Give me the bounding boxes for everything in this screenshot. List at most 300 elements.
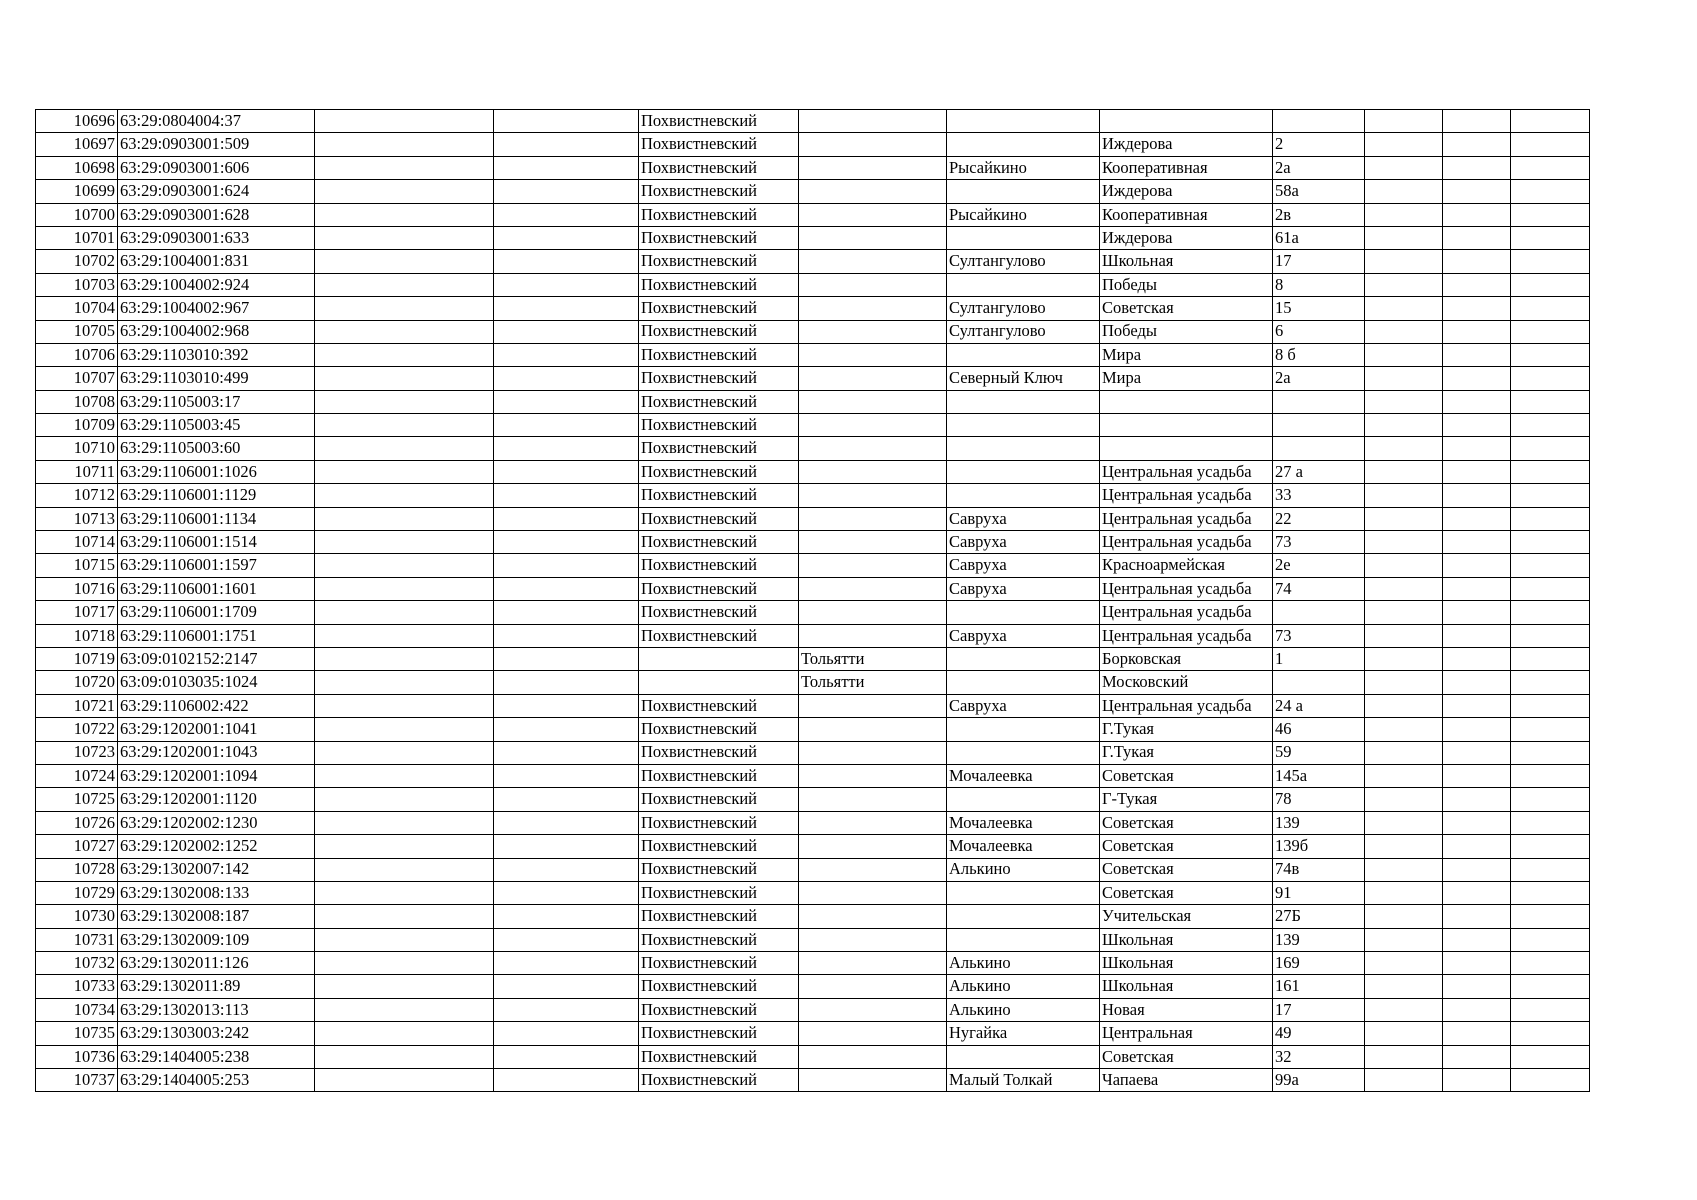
cell-empty-col-a bbox=[315, 203, 494, 226]
cell-extra-col-c bbox=[1511, 811, 1590, 834]
cell-empty-col-b bbox=[494, 390, 639, 413]
registry-table bbox=[35, 109, 1590, 1092]
cell-empty-col-b bbox=[494, 250, 639, 273]
cell-city: Тольятти bbox=[799, 671, 947, 694]
cell-street bbox=[1100, 437, 1273, 460]
cell-empty-col-a bbox=[315, 414, 494, 437]
cell-empty-col-a bbox=[315, 905, 494, 928]
cell-cadastral-number: 63:29:1302013:113 bbox=[118, 998, 315, 1021]
cell-empty-col-b bbox=[494, 764, 639, 787]
table-row bbox=[36, 390, 1590, 413]
cell-district: Похвистневский bbox=[639, 180, 799, 203]
cell-extra-col-b bbox=[1443, 905, 1511, 928]
cell-cadastral-number: 63:29:1106001:1026 bbox=[118, 460, 315, 483]
cell-street: Советская bbox=[1100, 297, 1273, 320]
cell-empty-col-a bbox=[315, 928, 494, 951]
cell-street: Г.Тукая bbox=[1100, 718, 1273, 741]
cell-street: Победы bbox=[1100, 320, 1273, 343]
cell-row-number: 10708 bbox=[36, 390, 118, 413]
cell-empty-col-a bbox=[315, 671, 494, 694]
cell-cadastral-number: 63:29:1202001:1043 bbox=[118, 741, 315, 764]
cell-district: Похвистневский bbox=[639, 437, 799, 460]
cell-row-number: 10718 bbox=[36, 624, 118, 647]
cell-empty-col-a bbox=[315, 250, 494, 273]
cell-locality: Рысайкино bbox=[947, 156, 1100, 179]
cell-empty-col-b bbox=[494, 647, 639, 670]
cell-row-number: 10734 bbox=[36, 998, 118, 1021]
cell-empty-col-b bbox=[494, 203, 639, 226]
cell-row-number: 10711 bbox=[36, 460, 118, 483]
cell-empty-col-b bbox=[494, 1069, 639, 1092]
cell-cadastral-number: 63:29:1106001:1709 bbox=[118, 601, 315, 624]
cell-house-number: 22 bbox=[1273, 507, 1365, 530]
table-row bbox=[36, 694, 1590, 717]
cell-extra-col-a bbox=[1365, 1045, 1443, 1068]
cell-empty-col-b bbox=[494, 554, 639, 577]
cell-locality bbox=[947, 1045, 1100, 1068]
cell-district: Похвистневский bbox=[639, 1022, 799, 1045]
cell-empty-col-b bbox=[494, 437, 639, 460]
cell-city bbox=[799, 414, 947, 437]
cell-row-number: 10702 bbox=[36, 250, 118, 273]
cell-street: Центральная усадьба bbox=[1100, 460, 1273, 483]
cell-empty-col-a bbox=[315, 764, 494, 787]
cell-empty-col-b bbox=[494, 367, 639, 390]
cell-district: Похвистневский bbox=[639, 460, 799, 483]
cell-cadastral-number: 63:29:1302009:109 bbox=[118, 928, 315, 951]
cell-row-number: 10701 bbox=[36, 226, 118, 249]
cell-locality: Нугайка bbox=[947, 1022, 1100, 1045]
cell-district: Похвистневский bbox=[639, 414, 799, 437]
cell-cadastral-number: 63:29:1106001:1597 bbox=[118, 554, 315, 577]
cell-locality bbox=[947, 273, 1100, 296]
cell-extra-col-c bbox=[1511, 133, 1590, 156]
cell-street: Г-Тукая bbox=[1100, 788, 1273, 811]
cell-extra-col-b bbox=[1443, 367, 1511, 390]
cell-house-number bbox=[1273, 601, 1365, 624]
cell-city bbox=[799, 180, 947, 203]
cell-city bbox=[799, 835, 947, 858]
cell-locality: Рысайкино bbox=[947, 203, 1100, 226]
cell-house-number: 1 bbox=[1273, 647, 1365, 670]
cell-street: Центральная bbox=[1100, 1022, 1273, 1045]
cell-row-number: 10725 bbox=[36, 788, 118, 811]
cell-district: Похвистневский bbox=[639, 343, 799, 366]
cell-house-number: 24 а bbox=[1273, 694, 1365, 717]
cell-cadastral-number: 63:29:1106001:1751 bbox=[118, 624, 315, 647]
cell-extra-col-b bbox=[1443, 975, 1511, 998]
cell-locality bbox=[947, 133, 1100, 156]
table-row bbox=[36, 226, 1590, 249]
cell-extra-col-c bbox=[1511, 437, 1590, 460]
cell-empty-col-b bbox=[494, 577, 639, 600]
cell-street: Красноармейская bbox=[1100, 554, 1273, 577]
cell-locality: Савруха bbox=[947, 624, 1100, 647]
cell-row-number: 10710 bbox=[36, 437, 118, 460]
table-row bbox=[36, 554, 1590, 577]
cell-extra-col-c bbox=[1511, 507, 1590, 530]
cell-extra-col-c bbox=[1511, 414, 1590, 437]
cell-empty-col-b bbox=[494, 133, 639, 156]
cell-empty-col-b bbox=[494, 671, 639, 694]
cell-extra-col-a bbox=[1365, 110, 1443, 133]
cell-extra-col-a bbox=[1365, 835, 1443, 858]
cell-extra-col-a bbox=[1365, 858, 1443, 881]
registry-table-body bbox=[36, 110, 1590, 1092]
cell-district: Похвистневский bbox=[639, 764, 799, 787]
cell-empty-col-b bbox=[494, 226, 639, 249]
cell-house-number: 139 bbox=[1273, 811, 1365, 834]
table-row bbox=[36, 1022, 1590, 1045]
cell-district: Похвистневский bbox=[639, 1045, 799, 1068]
cell-city bbox=[799, 460, 947, 483]
cell-extra-col-a bbox=[1365, 554, 1443, 577]
cell-district: Похвистневский bbox=[639, 531, 799, 554]
cell-house-number: 73 bbox=[1273, 624, 1365, 647]
cell-locality bbox=[947, 226, 1100, 249]
cell-row-number: 10736 bbox=[36, 1045, 118, 1068]
cell-house-number: 46 bbox=[1273, 718, 1365, 741]
cell-cadastral-number: 63:29:1404005:238 bbox=[118, 1045, 315, 1068]
cell-extra-col-c bbox=[1511, 297, 1590, 320]
cell-locality: Алькино bbox=[947, 975, 1100, 998]
cell-cadastral-number: 63:29:0903001:606 bbox=[118, 156, 315, 179]
cell-empty-col-b bbox=[494, 110, 639, 133]
cell-extra-col-b bbox=[1443, 531, 1511, 554]
cell-cadastral-number: 63:29:1202002:1230 bbox=[118, 811, 315, 834]
cell-row-number: 10704 bbox=[36, 297, 118, 320]
cell-extra-col-a bbox=[1365, 297, 1443, 320]
cell-street: Советская bbox=[1100, 881, 1273, 904]
table-row bbox=[36, 1045, 1590, 1068]
cell-empty-col-a bbox=[315, 998, 494, 1021]
cell-district: Похвистневский bbox=[639, 835, 799, 858]
cell-empty-col-a bbox=[315, 1069, 494, 1092]
cell-extra-col-b bbox=[1443, 437, 1511, 460]
cell-extra-col-c bbox=[1511, 484, 1590, 507]
cell-district: Похвистневский bbox=[639, 1069, 799, 1092]
cell-extra-col-b bbox=[1443, 577, 1511, 600]
cell-extra-col-c bbox=[1511, 460, 1590, 483]
cell-house-number bbox=[1273, 414, 1365, 437]
cell-street: Советская bbox=[1100, 811, 1273, 834]
table-row bbox=[36, 1069, 1590, 1092]
cell-locality: Алькино bbox=[947, 952, 1100, 975]
cell-extra-col-a bbox=[1365, 998, 1443, 1021]
cell-extra-col-c bbox=[1511, 1069, 1590, 1092]
table-row bbox=[36, 624, 1590, 647]
cell-empty-col-a bbox=[315, 133, 494, 156]
cell-street: Новая bbox=[1100, 998, 1273, 1021]
cell-city bbox=[799, 998, 947, 1021]
table-row bbox=[36, 460, 1590, 483]
cell-street: Кооперативная bbox=[1100, 203, 1273, 226]
cell-empty-col-a bbox=[315, 273, 494, 296]
cell-extra-col-c bbox=[1511, 250, 1590, 273]
cell-extra-col-b bbox=[1443, 1045, 1511, 1068]
cell-extra-col-c bbox=[1511, 577, 1590, 600]
cell-extra-col-c bbox=[1511, 647, 1590, 670]
cell-cadastral-number: 63:29:1404005:253 bbox=[118, 1069, 315, 1092]
cell-street: Чапаева bbox=[1100, 1069, 1273, 1092]
cell-empty-col-b bbox=[494, 601, 639, 624]
cell-cadastral-number: 63:29:1103010:392 bbox=[118, 343, 315, 366]
table-row bbox=[36, 975, 1590, 998]
cell-empty-col-a bbox=[315, 320, 494, 343]
cell-district: Похвистневский bbox=[639, 601, 799, 624]
cell-extra-col-a bbox=[1365, 694, 1443, 717]
cell-empty-col-a bbox=[315, 601, 494, 624]
cell-street: Советская bbox=[1100, 858, 1273, 881]
cell-street: Мира bbox=[1100, 343, 1273, 366]
cell-empty-col-b bbox=[494, 858, 639, 881]
cell-empty-col-b bbox=[494, 811, 639, 834]
cell-row-number: 10705 bbox=[36, 320, 118, 343]
table-row bbox=[36, 180, 1590, 203]
cell-locality bbox=[947, 788, 1100, 811]
cell-empty-col-a bbox=[315, 297, 494, 320]
cell-district: Похвистневский bbox=[639, 998, 799, 1021]
table-row bbox=[36, 273, 1590, 296]
cell-extra-col-b bbox=[1443, 624, 1511, 647]
cell-cadastral-number: 63:29:0804004:37 bbox=[118, 110, 315, 133]
cell-district: Похвистневский bbox=[639, 624, 799, 647]
cell-district: Похвистневский bbox=[639, 133, 799, 156]
cell-street: Советская bbox=[1100, 764, 1273, 787]
table-row bbox=[36, 250, 1590, 273]
cell-row-number: 10717 bbox=[36, 601, 118, 624]
cell-city bbox=[799, 952, 947, 975]
cell-extra-col-a bbox=[1365, 437, 1443, 460]
cell-district: Похвистневский bbox=[639, 928, 799, 951]
cell-row-number: 10703 bbox=[36, 273, 118, 296]
cell-extra-col-c bbox=[1511, 390, 1590, 413]
cell-district: Похвистневский bbox=[639, 694, 799, 717]
cell-city bbox=[799, 905, 947, 928]
cell-empty-col-b bbox=[494, 531, 639, 554]
cell-street: Московский bbox=[1100, 671, 1273, 694]
cell-extra-col-b bbox=[1443, 180, 1511, 203]
cell-extra-col-b bbox=[1443, 507, 1511, 530]
cell-empty-col-b bbox=[494, 905, 639, 928]
cell-locality: Султангулово bbox=[947, 297, 1100, 320]
cell-row-number: 10726 bbox=[36, 811, 118, 834]
cell-city bbox=[799, 975, 947, 998]
cell-district: Похвистневский bbox=[639, 156, 799, 179]
cell-extra-col-b bbox=[1443, 741, 1511, 764]
cell-extra-col-a bbox=[1365, 133, 1443, 156]
table-row bbox=[36, 297, 1590, 320]
cell-house-number: 17 bbox=[1273, 250, 1365, 273]
cell-empty-col-a bbox=[315, 484, 494, 507]
cell-row-number: 10731 bbox=[36, 928, 118, 951]
cell-extra-col-c bbox=[1511, 531, 1590, 554]
cell-extra-col-c bbox=[1511, 835, 1590, 858]
cell-street: Иждерова bbox=[1100, 133, 1273, 156]
cell-house-number: 2в bbox=[1273, 203, 1365, 226]
cell-extra-col-a bbox=[1365, 764, 1443, 787]
cell-extra-col-c bbox=[1511, 180, 1590, 203]
cell-empty-col-b bbox=[494, 881, 639, 904]
cell-extra-col-c bbox=[1511, 320, 1590, 343]
cell-row-number: 10723 bbox=[36, 741, 118, 764]
cell-city bbox=[799, 811, 947, 834]
cell-row-number: 10722 bbox=[36, 718, 118, 741]
cell-district bbox=[639, 647, 799, 670]
cell-row-number: 10715 bbox=[36, 554, 118, 577]
cell-cadastral-number: 63:29:1106002:422 bbox=[118, 694, 315, 717]
cell-district: Похвистневский bbox=[639, 952, 799, 975]
table-row bbox=[36, 811, 1590, 834]
cell-extra-col-a bbox=[1365, 320, 1443, 343]
cell-empty-col-a bbox=[315, 226, 494, 249]
cell-extra-col-b bbox=[1443, 156, 1511, 179]
cell-extra-col-a bbox=[1365, 975, 1443, 998]
cell-cadastral-number: 63:29:1106001:1514 bbox=[118, 531, 315, 554]
cell-empty-col-b bbox=[494, 180, 639, 203]
cell-extra-col-a bbox=[1365, 624, 1443, 647]
cell-empty-col-a bbox=[315, 554, 494, 577]
cell-extra-col-c bbox=[1511, 226, 1590, 249]
cell-city bbox=[799, 1022, 947, 1045]
cell-row-number: 10720 bbox=[36, 671, 118, 694]
cell-house-number: 78 bbox=[1273, 788, 1365, 811]
cell-extra-col-c bbox=[1511, 975, 1590, 998]
cell-city bbox=[799, 741, 947, 764]
cell-street bbox=[1100, 110, 1273, 133]
table-row bbox=[36, 133, 1590, 156]
cell-empty-col-a bbox=[315, 531, 494, 554]
cell-city bbox=[799, 764, 947, 787]
cell-row-number: 10713 bbox=[36, 507, 118, 530]
cell-cadastral-number: 63:29:1202001:1120 bbox=[118, 788, 315, 811]
cell-row-number: 10724 bbox=[36, 764, 118, 787]
cell-cadastral-number: 63:29:1004001:831 bbox=[118, 250, 315, 273]
table-row bbox=[36, 320, 1590, 343]
cell-house-number bbox=[1273, 390, 1365, 413]
cell-extra-col-c bbox=[1511, 694, 1590, 717]
cell-extra-col-b bbox=[1443, 1022, 1511, 1045]
cell-street: Центральная усадьба bbox=[1100, 507, 1273, 530]
cell-locality bbox=[947, 741, 1100, 764]
cell-district: Похвистневский bbox=[639, 741, 799, 764]
cell-row-number: 10714 bbox=[36, 531, 118, 554]
cell-extra-col-b bbox=[1443, 1069, 1511, 1092]
cell-empty-col-b bbox=[494, 460, 639, 483]
cell-street: Победы bbox=[1100, 273, 1273, 296]
cell-extra-col-b bbox=[1443, 110, 1511, 133]
cell-locality bbox=[947, 928, 1100, 951]
cell-extra-col-b bbox=[1443, 811, 1511, 834]
cell-cadastral-number: 63:29:1105003:45 bbox=[118, 414, 315, 437]
cell-city bbox=[799, 601, 947, 624]
cell-extra-col-b bbox=[1443, 718, 1511, 741]
cell-empty-col-b bbox=[494, 297, 639, 320]
cell-extra-col-c bbox=[1511, 110, 1590, 133]
cell-house-number: 91 bbox=[1273, 881, 1365, 904]
cell-city bbox=[799, 507, 947, 530]
cell-empty-col-a bbox=[315, 741, 494, 764]
cell-row-number: 10712 bbox=[36, 484, 118, 507]
cell-locality bbox=[947, 718, 1100, 741]
cell-city: Тольятти bbox=[799, 647, 947, 670]
cell-empty-col-a bbox=[315, 624, 494, 647]
cell-row-number: 10729 bbox=[36, 881, 118, 904]
cell-locality bbox=[947, 881, 1100, 904]
cell-row-number: 10732 bbox=[36, 952, 118, 975]
cell-house-number: 49 bbox=[1273, 1022, 1365, 1045]
cell-empty-col-a bbox=[315, 156, 494, 179]
cell-row-number: 10728 bbox=[36, 858, 118, 881]
cell-street: Иждерова bbox=[1100, 180, 1273, 203]
cell-locality: Мочалеевка bbox=[947, 835, 1100, 858]
cell-locality bbox=[947, 110, 1100, 133]
cell-extra-col-b bbox=[1443, 250, 1511, 273]
cell-street: Школьная bbox=[1100, 952, 1273, 975]
table-row bbox=[36, 905, 1590, 928]
cell-row-number: 10706 bbox=[36, 343, 118, 366]
cell-locality bbox=[947, 460, 1100, 483]
cell-empty-col-b bbox=[494, 414, 639, 437]
cell-extra-col-b bbox=[1443, 460, 1511, 483]
table-row bbox=[36, 671, 1590, 694]
cell-row-number: 10730 bbox=[36, 905, 118, 928]
cell-street: Центральная усадьба bbox=[1100, 624, 1273, 647]
cell-locality bbox=[947, 180, 1100, 203]
cell-locality bbox=[947, 390, 1100, 413]
cell-empty-col-a bbox=[315, 694, 494, 717]
cell-city bbox=[799, 531, 947, 554]
cell-street: Центральная усадьба bbox=[1100, 577, 1273, 600]
cell-locality: Савруха bbox=[947, 694, 1100, 717]
cell-empty-col-a bbox=[315, 110, 494, 133]
cell-city bbox=[799, 577, 947, 600]
cell-extra-col-a bbox=[1365, 273, 1443, 296]
cell-street: Г.Тукая bbox=[1100, 741, 1273, 764]
cell-extra-col-c bbox=[1511, 764, 1590, 787]
table-row bbox=[36, 414, 1590, 437]
cell-city bbox=[799, 624, 947, 647]
cell-extra-col-a bbox=[1365, 484, 1443, 507]
cell-district: Похвистневский bbox=[639, 110, 799, 133]
cell-extra-col-b bbox=[1443, 928, 1511, 951]
cell-locality: Алькино bbox=[947, 858, 1100, 881]
cell-extra-col-b bbox=[1443, 133, 1511, 156]
cell-extra-col-b bbox=[1443, 320, 1511, 343]
cell-cadastral-number: 63:09:0103035:1024 bbox=[118, 671, 315, 694]
cell-city bbox=[799, 1069, 947, 1092]
cell-district: Похвистневский bbox=[639, 811, 799, 834]
cell-house-number: 15 bbox=[1273, 297, 1365, 320]
cell-extra-col-a bbox=[1365, 671, 1443, 694]
cell-house-number: 2 bbox=[1273, 133, 1365, 156]
cell-cadastral-number: 63:29:1103010:499 bbox=[118, 367, 315, 390]
cell-extra-col-c bbox=[1511, 998, 1590, 1021]
cell-extra-col-b bbox=[1443, 671, 1511, 694]
cell-street: Иждерова bbox=[1100, 226, 1273, 249]
cell-street bbox=[1100, 414, 1273, 437]
cell-extra-col-b bbox=[1443, 226, 1511, 249]
cell-district: Похвистневский bbox=[639, 367, 799, 390]
cell-empty-col-a bbox=[315, 835, 494, 858]
cell-locality: Алькино bbox=[947, 998, 1100, 1021]
table-row bbox=[36, 577, 1590, 600]
cell-city bbox=[799, 694, 947, 717]
table-row bbox=[36, 928, 1590, 951]
cell-extra-col-b bbox=[1443, 273, 1511, 296]
cell-empty-col-a bbox=[315, 390, 494, 413]
cell-cadastral-number: 63:29:1303003:242 bbox=[118, 1022, 315, 1045]
